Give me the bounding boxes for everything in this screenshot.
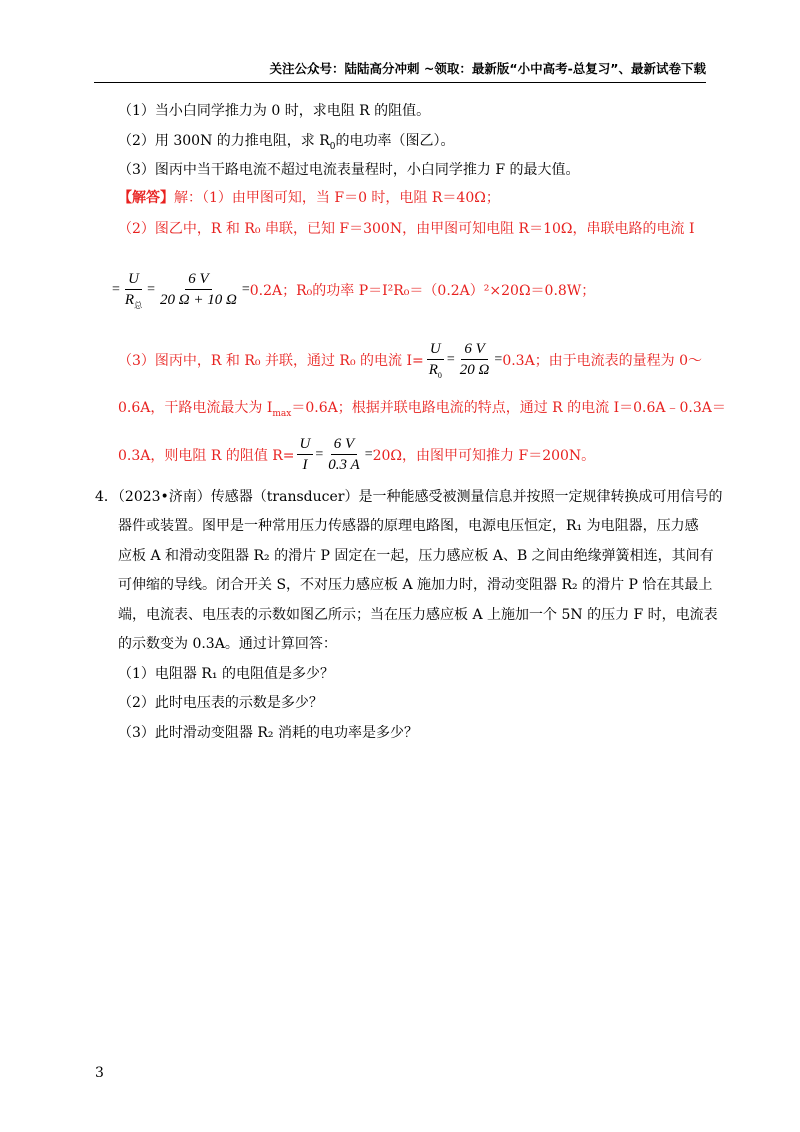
fraction-u-over-i — [297, 435, 314, 474]
fraction-u-over-r0: $\frac{U}{R_0}$ — [428, 341, 442, 380]
q4-line-6: 的示数变为 0.3A。通过计算回答： — [118, 636, 337, 652]
q4-line-5: 端，电流表、电压表的示数如图乙所示；当在压力感应板 A 上施加一个 5N 的压力 F 时，电流表 — [118, 607, 718, 623]
fraction-numerator: 6 V — [461, 340, 487, 360]
q4-subquestion-1: （1）电阻器 R₁ 的电阻值是多少？ — [118, 666, 334, 682]
answer-line-4 — [118, 340, 702, 379]
fraction-denominator: R — [124, 292, 135, 308]
question-part-2-text-b: 的电功率（图乙）。 — [335, 133, 455, 149]
q4-line-2: 器件或装置。图甲是一种常用压力传感器的原理电路图，电源电压恒定，R₁ 为电阻器，压力感 — [118, 518, 699, 534]
answer-line-4-text: （3）图丙中，R 和 R₀ 并联，通过 R₀ 的电流 I= — [118, 352, 424, 369]
answer-line-5-text: 0.6A，干路电流最大为 I — [118, 400, 273, 416]
equals-sign: = — [364, 446, 373, 462]
fraction-denominator: I — [302, 457, 308, 473]
fraction-numerator: U — [297, 435, 314, 455]
q4-line-4: 可伸缩的导线。闭合开关 S，不对压力感应板 A 施加力时，滑动变阻器 R₂ 的滑片 P 恰在其最上 — [118, 577, 713, 593]
answer-line-6-text: 0.3A，则电阻 R 的阻值 R= — [118, 447, 295, 464]
question-part-2-text: （2）用 300N 的力推电阻，求 R — [118, 133, 330, 149]
q4-subquestion-2: （2）此时电压表的示数是多少？ — [118, 695, 323, 711]
question-part-1: （1）当小白同学推力为 0 时，求电阻 R 的阻值。 — [118, 103, 431, 119]
fraction-6v-over-20ohm — [457, 340, 493, 379]
fraction-numerator: U — [427, 340, 444, 360]
answer-line-6 — [118, 435, 595, 474]
answer-line-1-text: 解：（1）由甲图可知，当 F＝0 时，电阻 R＝40Ω； — [174, 190, 500, 206]
fraction-u-over-r-total — [122, 270, 145, 309]
fraction-denominator: R — [428, 362, 438, 378]
equals-sign: = — [446, 351, 455, 367]
equals-sign: = — [241, 281, 250, 297]
answer-line-5-text-b: ＝0.6A；根据并联电路电流的特点，通过 R 的电流 I＝0.6A﹣0.3A＝ — [291, 400, 726, 416]
fraction-numerator: U — [125, 270, 142, 290]
answer-line-2: （2）图乙中，R 和 R₀ 串联，已知 F＝300N，由甲图可知电阻 R＝10Ω，串联电路的电流 I — [118, 221, 695, 237]
fraction-numerator: 6 V — [185, 270, 211, 290]
imax-subscript: max — [272, 408, 292, 419]
fraction-numerator: 6 V — [331, 435, 357, 455]
question-part-3: （3）图丙中当干路电流不超过电流表量程时，小白同学推力 F 的最大值。 — [118, 162, 580, 178]
answer-line-3-text: 0.2A；R₀的功率 P＝I²R₀＝（0.2A）²×20Ω＝0.8W； — [249, 282, 596, 299]
answer-line-6-text-b: 20Ω，由图甲可知推力 F＝200N。 — [372, 447, 596, 464]
header-rule — [94, 82, 706, 83]
equals-sign: = — [494, 351, 503, 367]
fraction-6v-over-sum — [157, 270, 240, 309]
fraction-6v-over-0.3a — [325, 435, 362, 474]
answer-line-4-text-b: 0.3A；由于电流表的量程为 0～ — [502, 352, 703, 369]
fraction-denominator: 20 Ω + 10 Ω — [159, 292, 237, 308]
page-number: 3 — [95, 1065, 104, 1081]
question-part-2: （2）用 300N 的力推电阻，求 $R_0$的电功率（图乙）。 — [118, 133, 455, 152]
equals-sign: = — [112, 281, 120, 297]
answer-tag: 【解答】 — [118, 190, 174, 206]
q4-line-1: 4．（2023•济南）传感器（transducer）是一种能感受被测量信息并按照一定规律转换成可用信号的 — [95, 489, 723, 505]
answer-line-5 — [118, 397, 726, 417]
answer-line-3 — [112, 270, 595, 309]
q4-subquestion-3: （3）此时滑动变阻器 R₂ 消耗的电功率是多少？ — [118, 725, 418, 741]
answer-line-1 — [118, 187, 500, 207]
fraction-denominator: 0.3 A — [328, 457, 360, 473]
equals-sign: = — [147, 281, 155, 297]
page-header: 关注公众号：陆陆高分冲刺 ~领取：最新版“小中高考-总复习”、最新试卷下载 — [269, 61, 706, 76]
fraction-denominator: 20 Ω — [459, 362, 490, 378]
q4-line-3: 应板 A 和滑动变阻器 R₂ 的滑片 P 固定在一起，压力感应板 A、B 之间由绝缘弹簧相连，其间有 — [118, 548, 714, 564]
fraction-subscript: 总 — [134, 301, 143, 310]
equals-sign: = — [315, 446, 324, 462]
